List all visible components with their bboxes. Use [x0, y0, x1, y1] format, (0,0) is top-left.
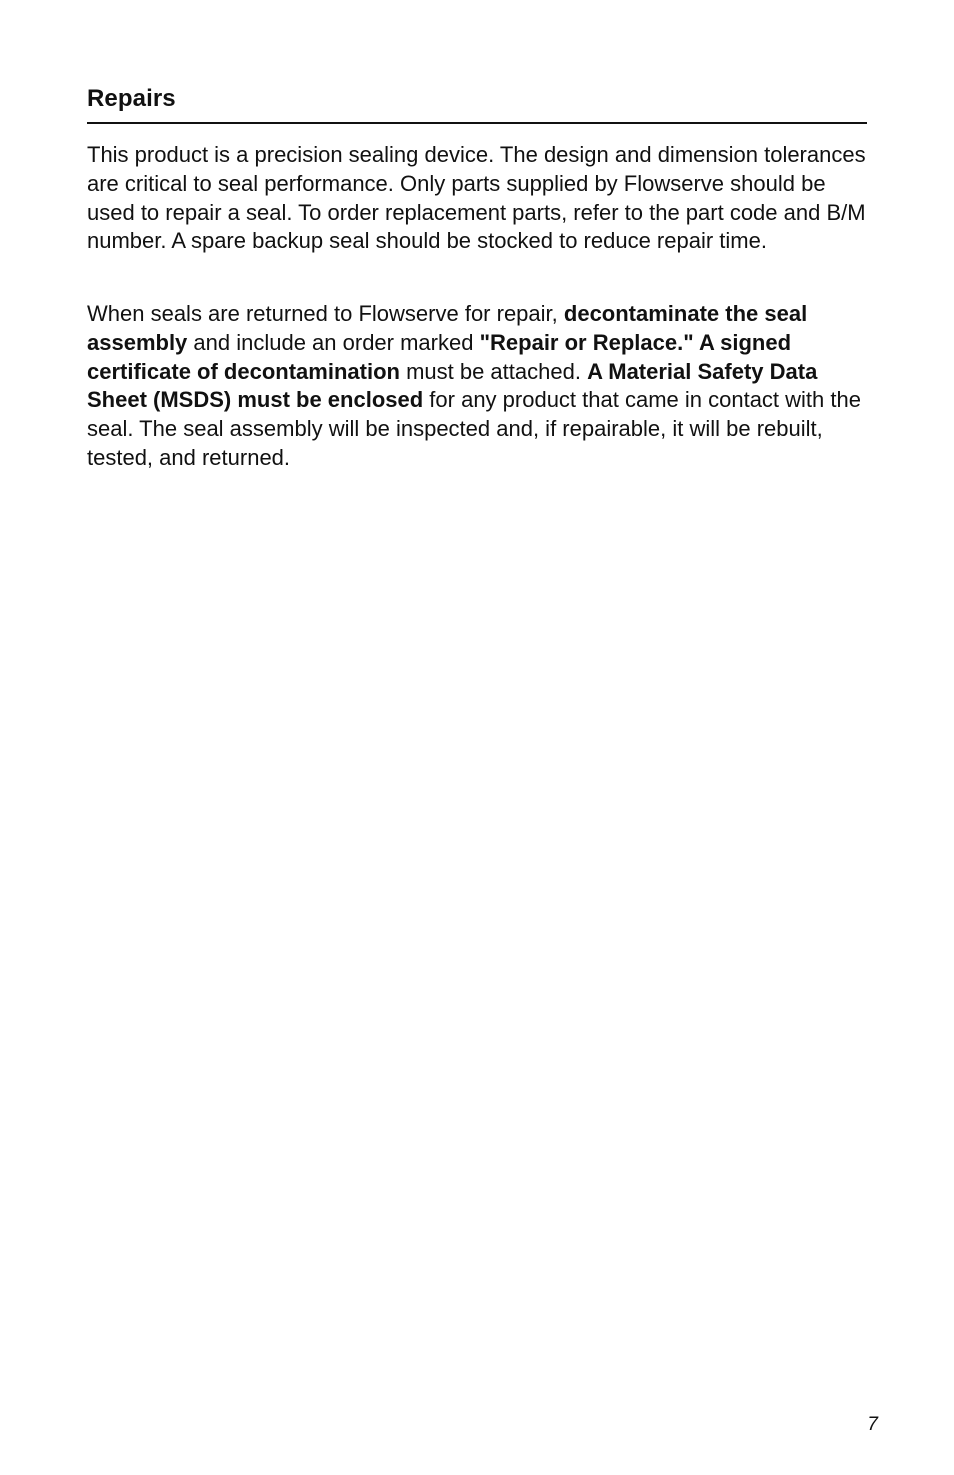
title-rule [87, 122, 867, 124]
paragraph-returns-text-1: When seals are returned to Flowserve for repair, [87, 301, 564, 326]
paragraph-returns-text-2: and include an order marked [187, 329, 480, 355]
page-number: 7 [867, 1414, 878, 1435]
paragraph-returns-text-4: for any product that came in contact with the seal. The seal assembly will be inspected and, if repairable, it will be rebuilt, tested, and returned. [87, 387, 861, 470]
repair-or-replace-emphasis: "Repair or Replace." A signed certificate of decontamination [87, 329, 792, 384]
section-title: Repairs [87, 85, 176, 112]
paragraph-intro: This product is a precision sealing device. The design and dimension tolerances are critical to seal performance. Only parts supplied by Flowserve should be used to repair a seal. To order replacement parts, refer to the part code and B/M number. A spare backup seal should be stocked to reduce repair time. [87, 142, 866, 254]
paragraph-returns-text-3: must be attached. [399, 358, 588, 384]
msds-emphasis: A Material Safety Data Sheet (MSDS) must be enclosed [87, 358, 818, 413]
decontaminate-emphasis: decontaminate the seal assembly [87, 301, 808, 355]
paragraph-returns [87, 300, 869, 473]
